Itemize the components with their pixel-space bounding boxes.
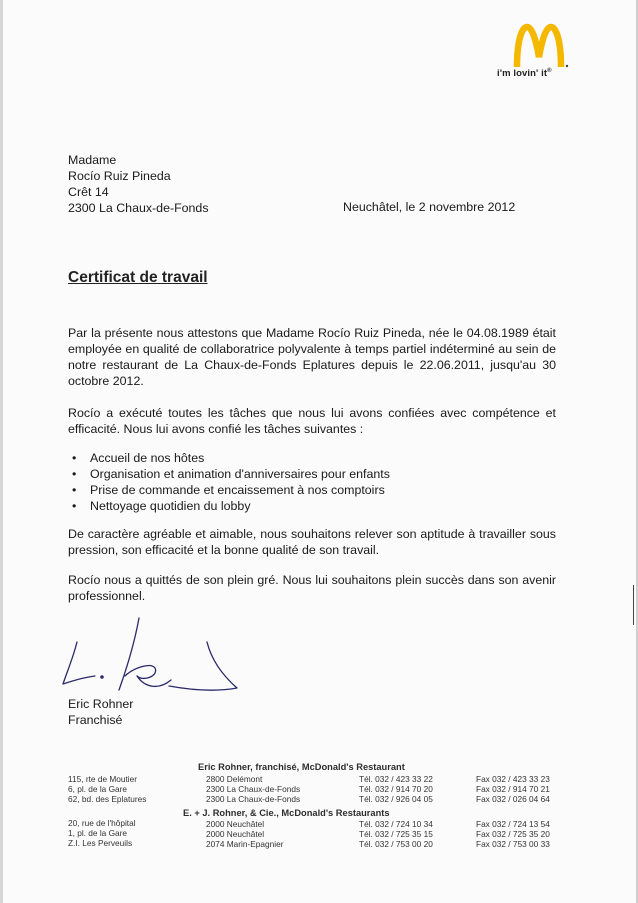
brand-tagline bbox=[497, 68, 552, 79]
fax-number: Fax 032 / 725 35 20 bbox=[476, 829, 550, 839]
phone-number: Tél. 032 / 753 00 20 bbox=[359, 839, 433, 849]
fax-number: Fax 032 / 026 04 64 bbox=[476, 794, 550, 804]
signer-name: Eric Rohner bbox=[68, 697, 134, 711]
restaurant-location: 2000 Neuchâtel bbox=[206, 829, 265, 839]
address-line: Madame bbox=[68, 153, 117, 167]
restaurant-location: 2300 La Chaux-de-Fonds bbox=[206, 784, 301, 794]
scan-edge-mark bbox=[633, 585, 634, 625]
handwritten-signature bbox=[55, 610, 255, 700]
recipient-address bbox=[68, 152, 209, 216]
restaurant-location: 2000 Neuchâtel bbox=[206, 819, 265, 829]
street-address: 115, rte de Moutier bbox=[68, 774, 138, 784]
place-and-date: Neuchâtel, le 2 novembre 2012 bbox=[343, 200, 516, 214]
footer-company-2: E. + J. Rohner, & Cie., McDonald's Restaurants bbox=[183, 808, 390, 818]
task-list-item: • Prise de commande et encaissement à nos comptoirs bbox=[68, 482, 390, 498]
restaurant-location: 2074 Marin-Epagnier bbox=[206, 839, 284, 849]
street-address: 6, pl. de la Gare bbox=[68, 784, 128, 794]
phone-number: Tél. 032 / 926 04 05 bbox=[359, 794, 433, 804]
task-list bbox=[68, 450, 390, 514]
street-address: 20, rue de l'hôpital bbox=[68, 818, 136, 828]
phone-number: Tél. 032 / 724 10 34 bbox=[359, 819, 433, 829]
scan-edge-left bbox=[0, 0, 3, 903]
phone-number: Tél. 032 / 423 33 22 bbox=[359, 774, 433, 784]
street-address: 1, pl. de la Gare bbox=[68, 828, 128, 838]
restaurant-location: 2300 La Chaux-de-Fonds bbox=[206, 794, 301, 804]
document-title: Certificat de travail bbox=[68, 269, 208, 286]
task-list-item: • Nettoyage quotidien du lobby bbox=[68, 498, 390, 514]
trademark-mark: ® bbox=[547, 68, 552, 74]
phone-number: Tél. 032 / 725 35 15 bbox=[359, 829, 433, 839]
footer-company-1: Eric Rohner, franchisé, McDonald's Restaurant bbox=[198, 762, 405, 772]
fax-number: Fax 032 / 423 33 23 bbox=[476, 774, 550, 784]
footer-street-addresses-2 bbox=[68, 818, 136, 848]
tagline-text: i'm lovin' it bbox=[497, 68, 548, 80]
fax-number: Fax 032 / 724 13 54 bbox=[476, 819, 550, 829]
paragraph-employment: Par la présente nous attestons que Madame Rocío Ruiz Pineda, née le 04.08.1989 était employée en qualité de collaboratrice polyvalente à temps partiel indéterminé au sein de notre restaurant de La Chaux-de-Fonds Eplatures depuis le 22.06.2011, jusqu'au 30 octobre 2012. bbox=[68, 326, 556, 388]
signer-block bbox=[68, 696, 133, 728]
fax-number: Fax 032 / 914 70 21 bbox=[476, 784, 550, 794]
paragraph-farewell: Rocío nous a quittés de son plein gré. Nous lui souhaitons plein succès dans son avenir professionnel. bbox=[68, 573, 556, 603]
restaurant-location: 2800 Delémont bbox=[206, 774, 263, 784]
phone-number: Tél. 032 / 914 70 20 bbox=[359, 784, 433, 794]
footer-street-addresses-1 bbox=[68, 774, 146, 804]
paragraph-character: De caractère agréable et aimable, nous souhaitons relever son aptitude à travailler sous pression, son efficacité et la bonne qualité de son travail. bbox=[68, 527, 556, 557]
task-list-item: • Accueil de nos hôtes bbox=[68, 450, 390, 466]
address-line: Rocío Ruiz Pineda bbox=[68, 169, 171, 183]
signer-role: Franchisé bbox=[68, 713, 123, 727]
address-line: Crêt 14 bbox=[68, 185, 109, 199]
street-address: 62, bd. des Eplatures bbox=[68, 794, 147, 804]
fax-number: Fax 032 / 753 00 33 bbox=[476, 839, 550, 849]
street-address: Z.I. Les Perveuils bbox=[68, 838, 133, 848]
paragraph-tasks-intro: Rocío a exécuté toutes les tâches que nous lui avons confiées avec compétence et efficacité. Nous lui avons confié les tâches suivantes : bbox=[68, 406, 556, 436]
task-list-item: • Organisation et animation d'anniversaires pour enfants bbox=[68, 466, 390, 482]
address-line: 2300 La Chaux-de-Fonds bbox=[68, 201, 209, 215]
